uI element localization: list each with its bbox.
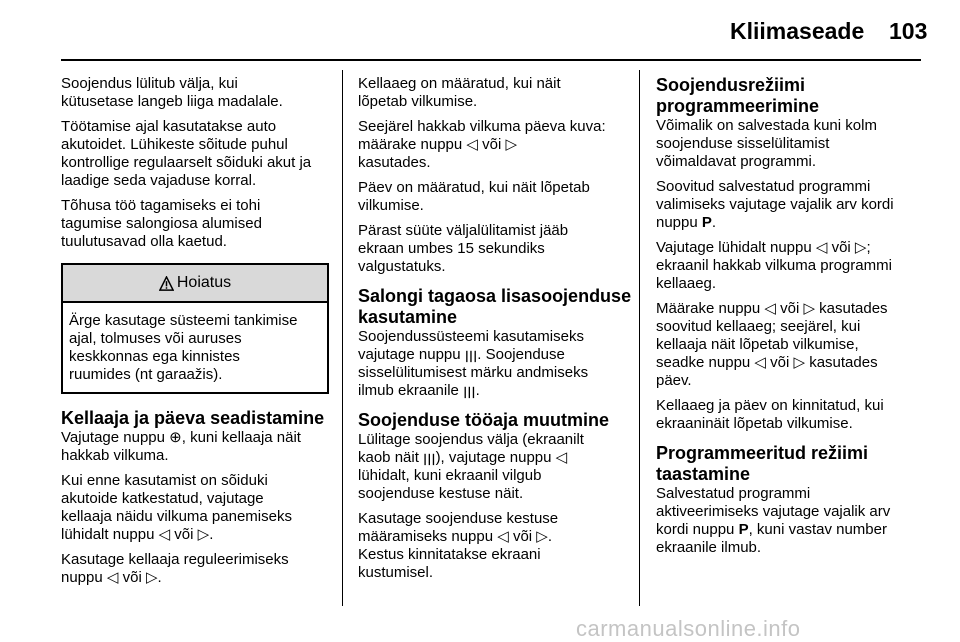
warning-body: Ärge kasutage süsteemi tankimise ajal, tolmuses või auruses keskkonnas ega kinnistes ruumides (nt garaažis). bbox=[69, 312, 298, 383]
paragraph: Tõhusa töö tagamiseks ei tohi tagumise salongiosa alumised tuulutusavad olla kaetud. bbox=[61, 197, 262, 250]
paragraph: Vajutage nuppu ⊕, kuni kellaaja näit hakkab vilkuma. bbox=[61, 429, 301, 464]
column-divider-1 bbox=[342, 70, 343, 606]
section-heading-restore: Programmeeritud režiimi taastamine bbox=[656, 443, 869, 484]
column-2 bbox=[358, 75, 630, 589]
paragraph: Salvestatud programmi aktiveerimiseks vajutage vajalik arv kordi nuppu P, kuni vastav number ekraanile ilmub. bbox=[656, 485, 891, 556]
paragraph: Vajutage lühidalt nuppu ◁ või ▷; ekraanil hakkab vilkuma programmi kellaaeg. bbox=[656, 239, 892, 292]
section-heading-rear-heater: Salongi tagaosa lisasoojenduse kasutamine bbox=[358, 286, 632, 327]
warning-header bbox=[63, 265, 327, 303]
paragraph: Kui enne kasutamist on sõiduki akutoide katkestatud, vajutage kellaaja näidu vilkuma panemiseks lühidalt nuppu ◁ või ▷. bbox=[61, 472, 292, 543]
warning-box bbox=[61, 263, 329, 394]
left-arrow-icon: ◁ bbox=[466, 136, 478, 153]
right-arrow-icon: ▷ bbox=[536, 528, 548, 545]
right-arrow-icon: ▷ bbox=[145, 569, 158, 586]
paragraph: Soojendus lülitub välja, kui kütusetase langeb liiga madalale. bbox=[61, 75, 283, 110]
heater-icon: ꞁꞁꞁ bbox=[464, 346, 478, 363]
left-arrow-icon: ◁ bbox=[158, 526, 171, 543]
header-rule bbox=[61, 59, 921, 61]
paragraph: Soojendussüsteemi kasutamiseks vajutage nuppu ꞁꞁꞁ. Soojenduse sisselülitumisest märku andmiseks ilmub ekraanile ꞁꞁꞁ. bbox=[358, 328, 589, 399]
page-title: Kliimaseade bbox=[730, 18, 865, 44]
paragraph: Soovitud salvestatud programmi valimiseks vajutage vajalik arv kordi nuppu P. bbox=[656, 178, 894, 231]
warning-title: Hoiatus bbox=[176, 274, 232, 291]
paragraph: Päev on määratud, kui näit lõpetab vilkumise. bbox=[358, 179, 590, 214]
watermark: carmanualsonline.info bbox=[576, 616, 801, 641]
paragraph: Kasutage kellaaja reguleerimiseks nuppu ◁ või ▷. bbox=[61, 551, 289, 586]
section-heading-time: Kellaaja ja päeva seadistamine bbox=[61, 408, 325, 428]
paragraph: Lülitage soojendus välja (ekraanilt kaob näit ꞁꞁꞁ), vajutage nuppu ◁ lühidalt, kuni ekraanil vilgub soojenduse kestuse näit. bbox=[358, 431, 584, 502]
paragraph: Võimalik on salvestada kuni kolm soojenduse sisselülitamist võimaldavat programmi. bbox=[656, 117, 877, 170]
right-arrow-icon: ▷ bbox=[793, 354, 806, 371]
paragraph: Kasutage soojenduse kestuse määramiseks nuppu ◁ või ▷. Kestus kinnitatakse ekraani kustumisel. bbox=[358, 510, 559, 581]
paragraph: Pärast süüte väljalülitamist jääb ekraan umbes 15 sekundiks valgustatuks. bbox=[358, 222, 569, 275]
paragraph: Töötamise ajal kasutatakse auto akutoidet. Lühikeste sõitude puhul kontrollige regulaarselt sõiduki akut ja laadige seda vajaduse korral. bbox=[61, 118, 312, 189]
right-arrow-icon: ▷ bbox=[803, 300, 816, 317]
section-heading-programming: Soojendusrežiimi programmeerimine bbox=[656, 75, 820, 116]
paragraph: Seejärel hakkab vilkuma päeva kuva: määrake nuppu ◁ või ▷ kasutades. bbox=[358, 118, 606, 171]
column-3 bbox=[656, 75, 928, 564]
program-button-label: P bbox=[701, 214, 712, 231]
column-1 bbox=[61, 75, 329, 594]
section-heading-duration: Soojenduse tööaja muutmine bbox=[358, 410, 610, 430]
left-arrow-icon: ◁ bbox=[754, 354, 766, 371]
right-arrow-icon: ▷ bbox=[197, 526, 210, 543]
left-arrow-icon: ◁ bbox=[497, 528, 509, 545]
left-arrow-icon: ◁ bbox=[764, 300, 776, 317]
heater-icon: ꞁꞁꞁ bbox=[463, 382, 476, 399]
paragraph: Kellaaeg ja päev on kinnitatud, kui ekraaninäit lõpetab vilkumise. bbox=[656, 397, 884, 432]
right-arrow-icon: ▷ bbox=[505, 136, 518, 153]
warning-icon bbox=[159, 276, 174, 291]
left-arrow-icon: ◁ bbox=[106, 569, 119, 586]
paragraph: Kellaaeg on määratud, kui näit lõpetab vilkumise. bbox=[358, 75, 561, 110]
clock-icon: ⊕ bbox=[169, 429, 182, 446]
heater-icon: ꞁꞁꞁ bbox=[423, 449, 436, 466]
column-divider-2 bbox=[639, 70, 640, 606]
right-arrow-icon: ▷ bbox=[854, 239, 867, 256]
page-number: 103 bbox=[889, 18, 928, 44]
left-arrow-icon: ◁ bbox=[555, 449, 568, 466]
left-arrow-icon: ◁ bbox=[815, 239, 828, 256]
program-button-label: P bbox=[738, 521, 749, 538]
paragraph: Määrake nuppu ◁ või ▷ kasutades soovitud kellaaeg; seejärel, kui kellaaja näit lõpetab vilkumise, seadke nuppu ◁ või ▷ kasutades päev. bbox=[656, 300, 888, 389]
